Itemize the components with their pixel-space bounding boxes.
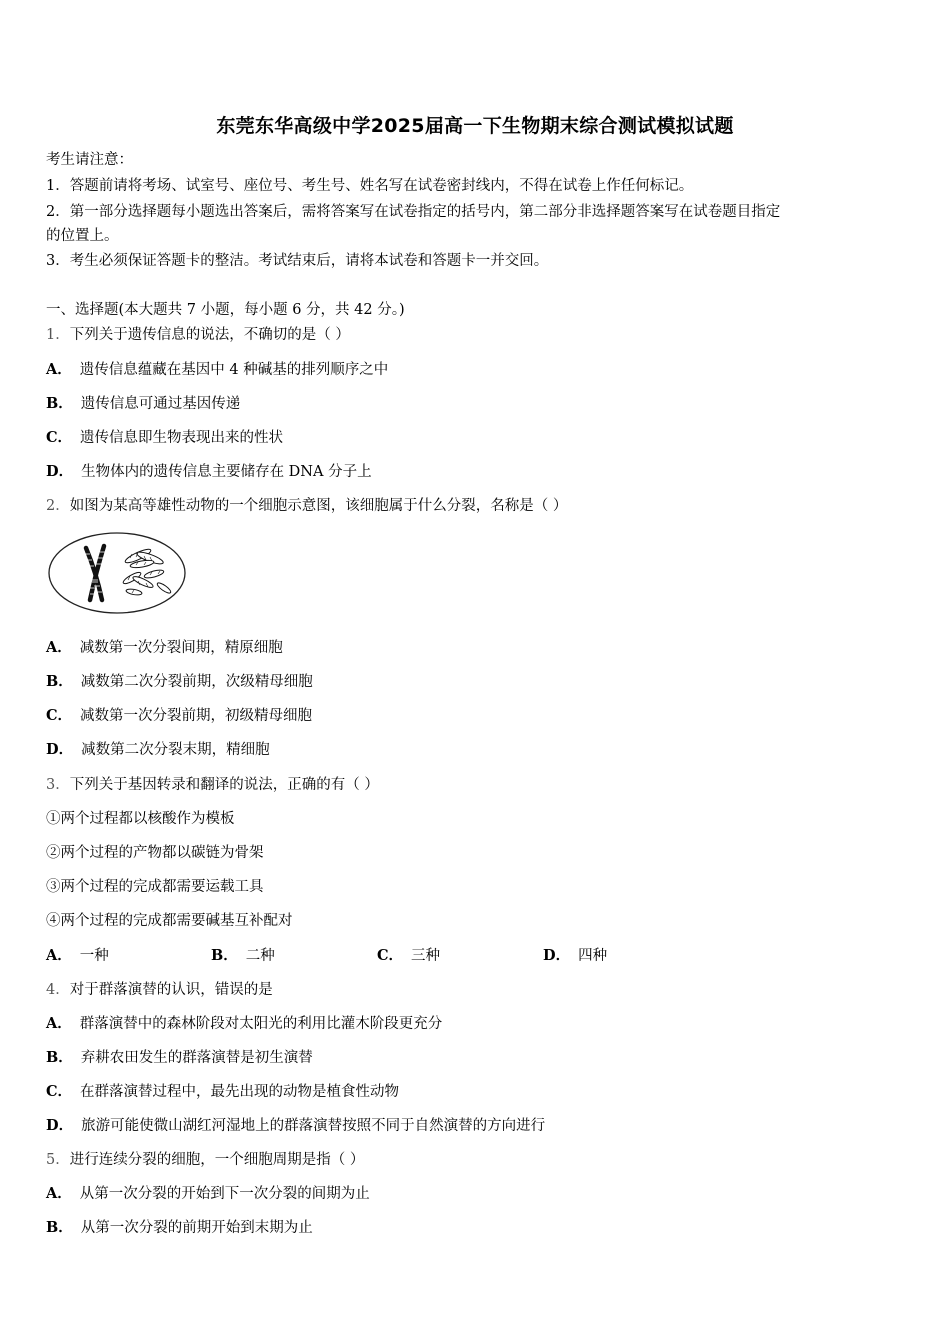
option-text: 旅游可能使微山湖红河湿地上的群落演替按照不同于自然演替的方向进行 [81,1118,546,1134]
question-stem [46,775,379,795]
notice-item: 的位置上。 [46,228,119,244]
question-text: 下列关于基因转录和翻译的说法，正确的有（ ） [69,777,379,793]
option [46,394,240,414]
option [46,740,270,760]
option [46,706,312,726]
option-label: D． [46,1117,74,1134]
option-text: 遗传信息可通过基因传递 [80,396,241,412]
option-text: 三种 [411,948,441,964]
option-text: 减数第一次分裂间期，精原细胞 [79,640,283,656]
notice-item: 3．考生必须保证答题卡的整洁。考试结束后，请将本试卷和答题卡一并交回。 [46,253,549,269]
statement: ②两个过程的产物都以碳链为骨架 [46,845,264,861]
option [543,946,607,966]
cell-diagram [46,530,188,616]
option-label: A． [46,1185,72,1202]
option-text: 弃耕农田发生的群落演替是初生演替 [80,1050,313,1066]
question-text: 进行连续分裂的细胞，一个细胞周期是指（ ） [69,1152,365,1168]
option [46,462,372,482]
option [46,946,109,966]
question-stem [46,496,567,516]
question-stem [46,980,273,1000]
option-label: B． [46,1219,73,1236]
option-label: D． [46,463,74,480]
option-label: C． [46,429,73,446]
question-stem [46,1150,364,1170]
option-label: A． [46,639,72,656]
option-text: 一种 [79,948,109,964]
option-label: D． [543,947,571,964]
option-label: B． [46,1049,73,1066]
question-number: 2． [46,498,70,514]
question-stem [46,325,350,345]
option [46,428,283,448]
option-text: 在群落演替过程中，最先出现的动物是植食性动物 [80,1084,400,1100]
option-text: 遗传信息即生物表现出来的性状 [80,430,284,446]
question-number: 3． [46,777,70,793]
notice-heading: 考生请注意： [46,152,133,168]
question-number: 5． [46,1152,70,1168]
option-label: B． [46,673,73,690]
section-heading: 一、选择题(本大题共 7 小题，每小题 6 分，共 42 分。) [46,302,405,318]
statement: ③两个过程的完成都需要运载工具 [46,879,264,895]
option-label: B． [46,395,73,412]
option [46,672,313,692]
option [46,360,388,380]
option-text: 减数第一次分裂前期，初级精母细胞 [80,708,313,724]
option-text: 四种 [578,948,608,964]
option-text: 减数第二次分裂末期，精细胞 [81,742,270,758]
option-label: D． [46,741,74,758]
option-text: 生物体内的遗传信息主要储存在 DNA 分子上 [81,464,372,480]
option [46,1082,399,1102]
option-label: A． [46,361,72,378]
page-title: 东莞东华高级中学2025届高一下生物期末综合测试模拟试题 [216,115,734,137]
option-text: 二种 [245,948,275,964]
option-text: 遗传信息蕴藏在基因中 4 种碱基的排列顺序之中 [79,362,389,378]
option [46,1218,313,1238]
option-label: C． [46,707,73,724]
option [211,946,275,966]
option-label: A． [46,947,72,964]
statement: ①两个过程都以核酸作为模板 [46,811,235,827]
cell-membrane [49,533,185,613]
question-text: 如图为某高等雄性动物的一个细胞示意图，该细胞属于什么分裂，名称是（ ） [69,498,568,514]
option [46,1116,545,1136]
statement: ④两个过程的完成都需要碱基互补配对 [46,913,293,929]
notice-item: 2．第一部分选择题每小题选出答案后，需将答案写在试卷指定的括号内，第二部分非选择题答案写在试卷题目指定 [46,204,781,220]
notice-item: 1．答题前请将考场、试室号、座位号、考生号、姓名写在试卷密封线内，不得在试卷上作任何标记。 [46,178,694,194]
option [46,1184,370,1204]
question-text: 下列关于遗传信息的说法，不确切的是（ ） [69,327,350,343]
question-number: 4． [46,982,70,998]
option-label: A． [46,1015,72,1032]
option [46,1048,313,1068]
option [46,1014,442,1034]
question-text: 对于群落演替的认识，错误的是 [69,982,273,998]
option-text: 减数第二次分裂前期，次级精母细胞 [80,674,313,690]
chromosome-right [122,547,172,596]
option-text: 从第一次分裂的开始到下一次分裂的间期为止 [79,1186,370,1202]
option-text: 从第一次分裂的前期开始到末期为止 [80,1220,313,1236]
option-label: C． [46,1083,73,1100]
option-text: 群落演替中的森林阶段对太阳光的利用比灌木阶段更充分 [79,1016,443,1032]
option-label: B． [211,947,238,964]
option [46,638,283,658]
option [377,946,440,966]
option-label: C． [377,947,404,964]
question-number: 1． [46,327,70,343]
